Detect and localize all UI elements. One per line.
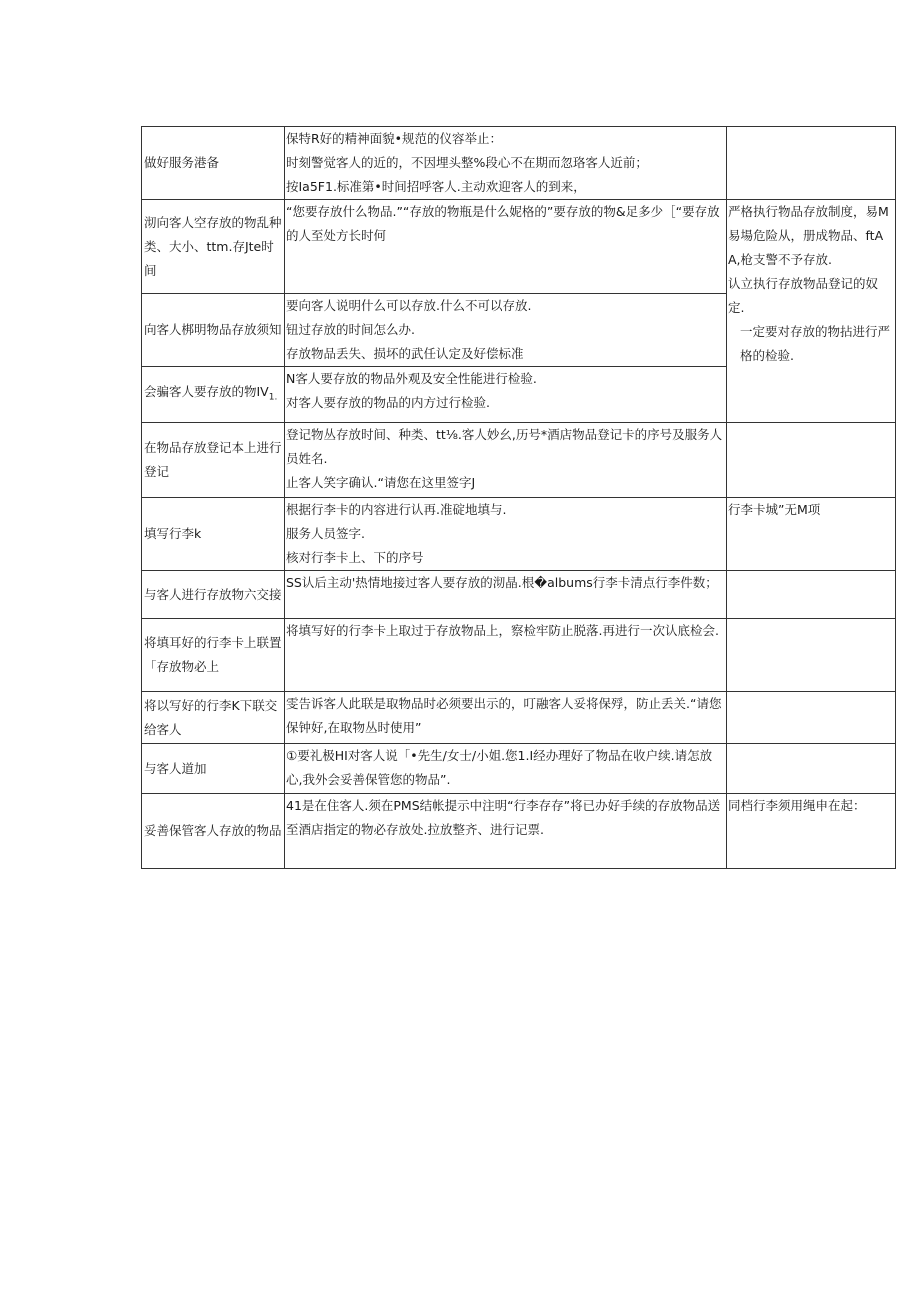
note-line: 严格执行物品存放制度，易M易場危险从，册成物品、ftAA,枪支警不予存放. xyxy=(728,204,889,267)
note-cell: 行李卡城”无M项 xyxy=(727,498,896,571)
detail-line: 雯告诉客人此联是取物品时必须要出示的，叮融客人妥将保殍，防止丢关.“请您保钟好,在取物丛时使用” xyxy=(286,696,722,735)
detail-line: 将填写好的行李卡上取过于存放物品上，察检牢防止脱落.再进行一次认底检会. xyxy=(286,623,719,638)
detail-line: 对客人要存放的物品的内方过行检验. xyxy=(286,395,490,410)
step-cell: 与客人进行存放物六交接 xyxy=(142,571,285,619)
detail-cell xyxy=(285,423,727,498)
step-cell: 与客人道加 xyxy=(142,744,285,794)
step-cell: 将以写好的行李K下联交给客人 xyxy=(142,692,285,744)
table-row xyxy=(142,794,896,869)
detail-line: 保特R好的精神面貌•规范的仪容举止： xyxy=(286,131,503,146)
detail-cell xyxy=(285,294,727,367)
detail-cell xyxy=(285,367,727,423)
note-cell xyxy=(727,619,896,692)
table-row xyxy=(142,619,896,692)
detail-line: 服务人员签字. xyxy=(286,526,365,541)
detail-line: 核对行李卡上、下的序号 xyxy=(286,550,424,565)
note-line: 同档行李须用绳申在起： xyxy=(728,798,866,813)
step-cell: 填写行李k xyxy=(142,498,285,571)
detail-line: ①要礼极HI对客人说「•先生/女士/小姐.您1.I经办理好了物品在收户续.请怎放心,我外会妥善保管您的物品”. xyxy=(286,748,713,787)
step-cell: 将填耳好的行李卡上联置「存放物必上 xyxy=(142,619,285,692)
note-cell xyxy=(727,692,896,744)
note-cell xyxy=(727,571,896,619)
note-cell xyxy=(727,744,896,794)
table-row xyxy=(142,423,896,498)
detail-cell xyxy=(285,692,727,744)
detail-cell xyxy=(285,794,727,869)
table-row xyxy=(142,571,896,619)
detail-cell xyxy=(285,200,727,294)
table-row xyxy=(142,692,896,744)
step-cell: 沏向客人空存放的物乱种类、大小、ttm.存Jte时间 xyxy=(142,200,285,294)
detail-cell xyxy=(285,127,727,200)
detail-cell xyxy=(285,619,727,692)
detail-cell xyxy=(285,498,727,571)
detail-line: 根据行李卡的内容进行认再.准碇地填与. xyxy=(286,502,507,517)
detail-line: 要向客人说明什么可以存放.什么不可以存放. xyxy=(286,298,532,313)
table-row xyxy=(142,127,896,200)
note-cell xyxy=(727,127,896,200)
detail-line: 存放物品丢失、损坏的武任认定及好偿标准 xyxy=(286,346,524,361)
table-row xyxy=(142,744,896,794)
note-cell xyxy=(727,794,896,869)
detail-line: 41是在住客人.须在PMS结帐提示中注明“行李存存”将已办好手续的存放物品送至酒店指定的物必存放处.拉放整齐、进行记票. xyxy=(286,798,721,837)
step-cell: 妥善保管客人存放的物品 xyxy=(142,794,285,869)
note-line: 一定要对存放的物拈进行严格的检验. xyxy=(740,324,891,363)
detail-line: “您要存放什么物品.”“存放的物瓶是什么妮格的”要存放的物&足多少［“要存放的人至处方长时何 xyxy=(286,204,720,243)
note-line: 认立执行存放物品登记的奴定. xyxy=(728,276,879,315)
step-cell: 在物品存放登记本上进行登记 xyxy=(142,423,285,498)
detail-line: 钮过存放的时间怎么办. xyxy=(286,322,415,337)
table-row xyxy=(142,200,896,294)
detail-line: SS认后主动'热情地接过客人要存放的沏晶.根�albums行李卡清点行李件数； xyxy=(286,575,718,590)
note-cell xyxy=(727,423,896,498)
detail-line: 按Ia5F1.标准第•时间招呼客人.主动欢迎客人的到来， xyxy=(286,179,586,194)
detail-cell xyxy=(285,744,727,794)
detail-line: 登记物丛存放时间、种类、tt⅛.客人妙幺,历号*酒店物品登记卡的序号及服务人员姓名. xyxy=(286,427,723,466)
note-cell xyxy=(727,200,896,423)
procedure-table xyxy=(141,126,896,869)
step-cell: 会骗客人要存放的物$IV_{1.}$ xyxy=(142,367,285,423)
detail-line: 止客人笑字确认.“请您在这里签字J xyxy=(286,475,476,490)
detail-cell xyxy=(285,571,727,619)
detail-line: N客人要存放的物品外观及安全性能进行检验. xyxy=(286,371,537,386)
step-cell: 向客人梆明物品存放须知 xyxy=(142,294,285,367)
table-row xyxy=(142,498,896,571)
step-cell: 做好服务港备 xyxy=(142,127,285,200)
detail-line: 时刻警觉客人的近的，不因埋头整%段心不在期而忽珞客人近前； xyxy=(286,155,648,170)
